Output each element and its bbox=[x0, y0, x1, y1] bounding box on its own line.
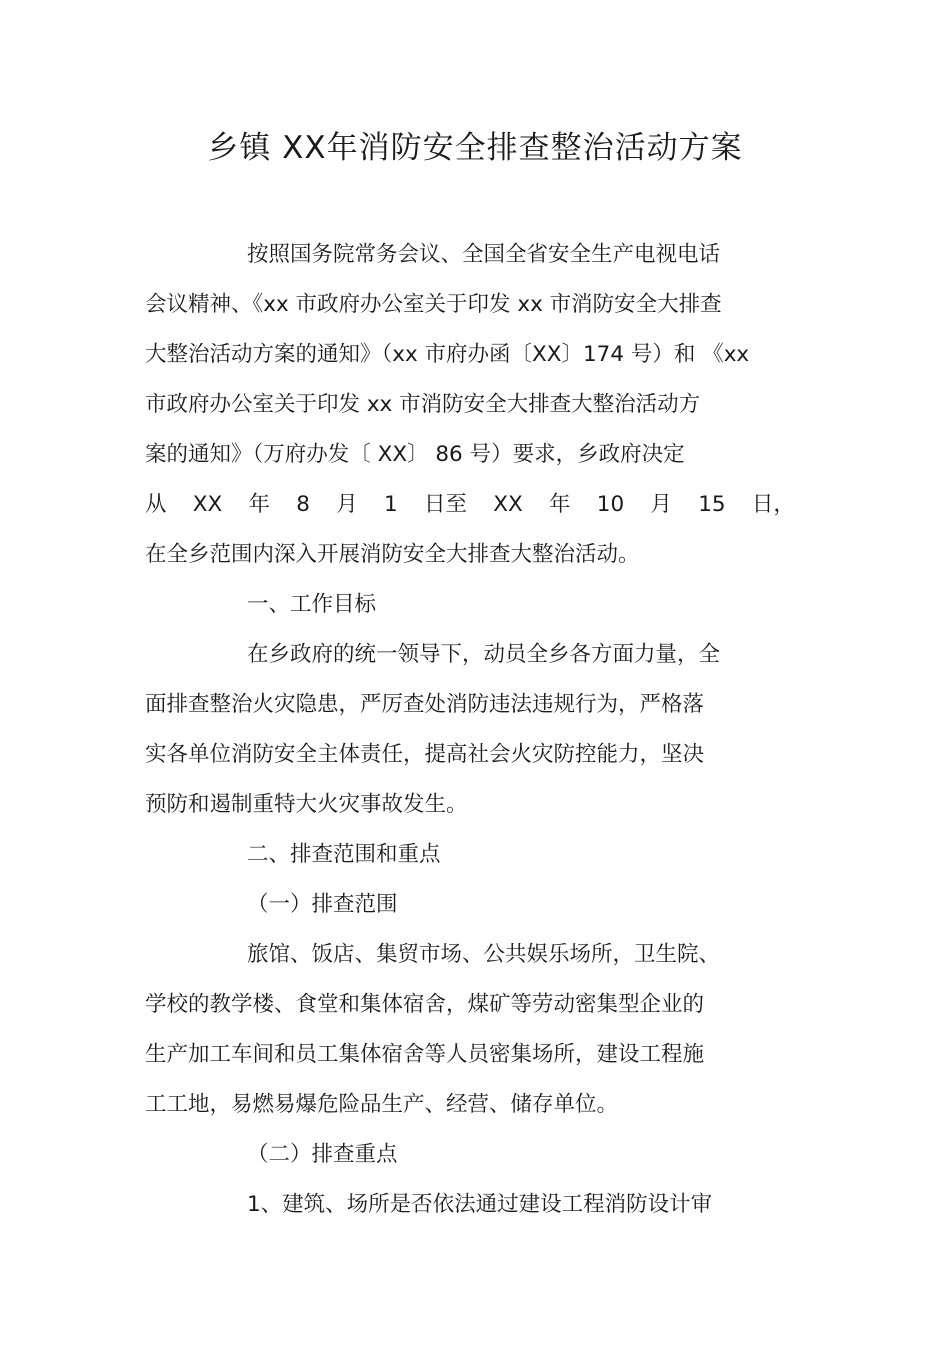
date-token: 8 bbox=[296, 492, 310, 517]
date-token: 从 bbox=[145, 492, 167, 517]
paragraph-line: 1、建筑、场所是否依法通过建设工程消防设计审 bbox=[247, 1192, 713, 1217]
date-token: 年 bbox=[549, 492, 571, 517]
date-token: 年 bbox=[248, 492, 271, 517]
date-token: 日， bbox=[751, 492, 795, 517]
paragraph-line: 大整治活动方案的通知》（xx 市府办函〔XX〕174 号）和 《xx bbox=[145, 342, 750, 367]
paragraph-line: 面排查整治火灾隐患，严厉查处消防违法违规行为，严格落 bbox=[145, 692, 705, 717]
paragraph-line: 旅馆、饭店、集贸市场、公共娱乐场所，卫生院、 bbox=[247, 942, 721, 967]
date-token: 10 bbox=[596, 492, 625, 517]
date-token: XX bbox=[493, 492, 523, 517]
document-title: 乡镇 XX年消防安全排查整治活动方案 bbox=[207, 130, 743, 166]
paragraph-line: 按照国务院常务会议、全国全省安全生产电视电话 bbox=[247, 242, 721, 267]
subsection-heading: （二）排查重点 bbox=[247, 1142, 398, 1167]
subsection-heading: （一）排查范围 bbox=[247, 892, 398, 917]
paragraph-line: 市政府办公室关于印发 xx 市消防安全大排查大整治活动方 bbox=[145, 392, 701, 417]
section-heading: 二、排查范围和重点 bbox=[247, 842, 441, 867]
date-range-line bbox=[145, 490, 795, 520]
paragraph-line: 预防和遏制重特大火灾事故发生。 bbox=[145, 792, 468, 817]
section-heading: 一、工作目标 bbox=[247, 592, 377, 617]
date-token: XX bbox=[192, 492, 223, 517]
date-token: 1 bbox=[384, 492, 398, 517]
date-token: 15 bbox=[698, 492, 726, 517]
paragraph-line: 案的通知》（万府办发〔 XX〕 86 号）要求，乡政府决定 bbox=[145, 442, 685, 467]
date-token: 月 bbox=[650, 492, 672, 517]
paragraph-line: 学校的教学楼、食堂和集体宿舍，煤矿等劳动密集型企业的 bbox=[145, 992, 705, 1017]
paragraph-line: 实各单位消防安全主体责任，提高社会火灾防控能力，坚决 bbox=[145, 742, 705, 767]
paragraph-line: 在乡政府的统一领导下，动员全乡各方面力量，全 bbox=[247, 642, 721, 667]
date-token: 日至 bbox=[423, 492, 467, 517]
paragraph-line: 工工地，易燃易爆危险品生产、经营、储存单位。 bbox=[145, 1092, 619, 1117]
paragraph-line: 会议精神、《xx 市政府办公室关于印发 xx 市消防安全大排查 bbox=[145, 292, 722, 317]
date-token: 月 bbox=[336, 492, 358, 517]
paragraph-line: 生产加工车间和员工集体宿舍等人员密集场所，建设工程施 bbox=[145, 1042, 705, 1067]
paragraph-line: 在全乡范围内深入开展消防安全大排查大整治活动。 bbox=[145, 542, 640, 567]
